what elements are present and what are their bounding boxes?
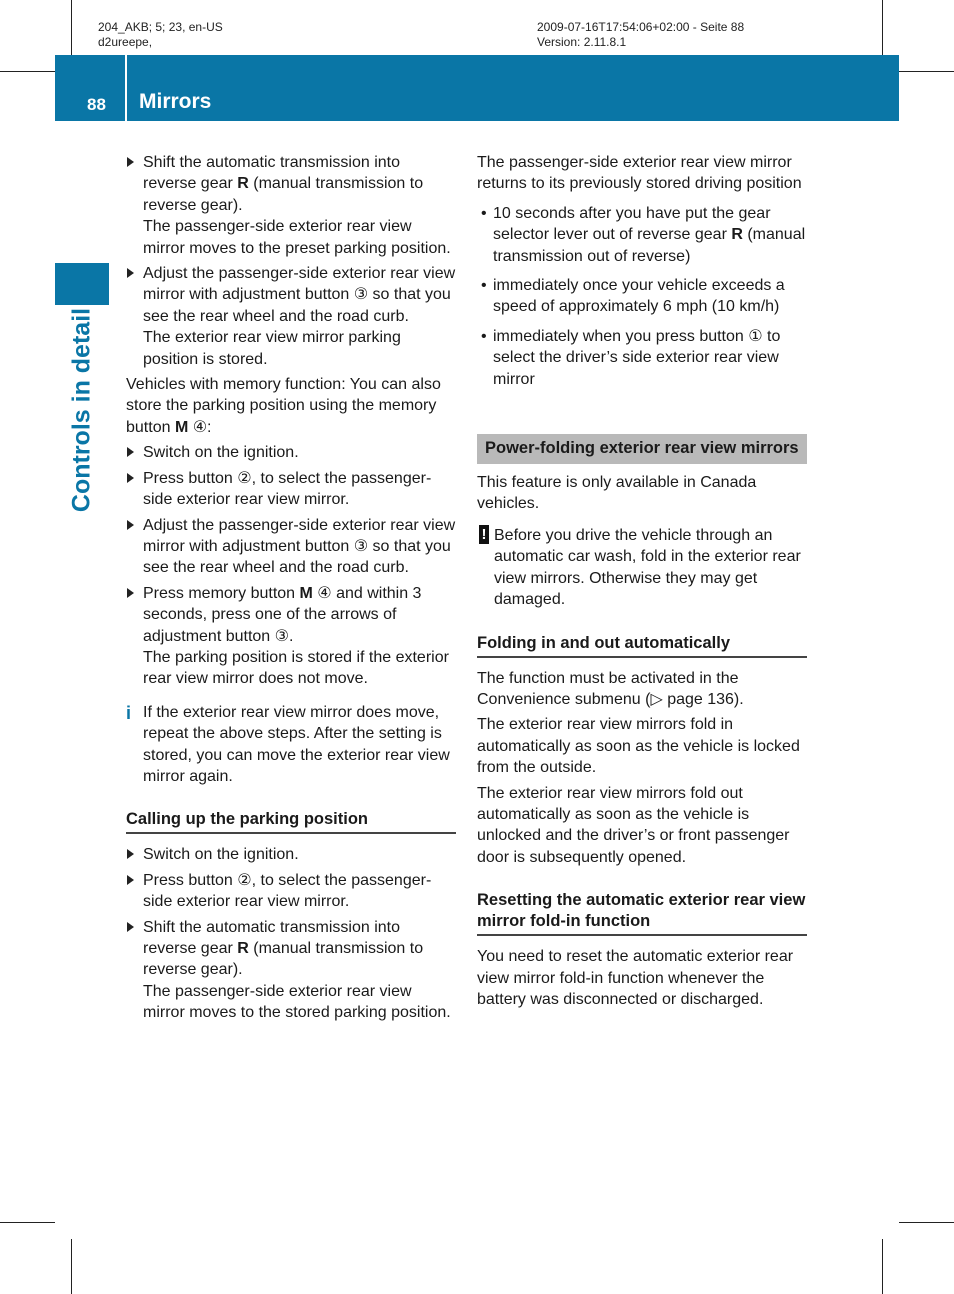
meta-line: 2009-07-16T17:54:06+02:00 - Seite 88 <box>537 20 745 34</box>
list-item: • 10 seconds after you have put the gear selector lever out of reverse gear R (manual transmission out of reverse) <box>481 204 806 265</box>
page-title: Mirrors <box>139 90 212 113</box>
left-column <box>126 152 456 1028</box>
section-label: Controls in detail <box>67 307 96 513</box>
bullet-icon: • <box>481 277 487 295</box>
step: Shift the automatic transmission into reverse gear R (manual transmission to reverse gear). The passenger-side exterior rear view mirror moves to the preset parking position. <box>126 152 456 259</box>
crop-mark <box>0 1222 55 1223</box>
list-item: • immediately when you press button ① to select the driver’s side exterior rear view mirror <box>481 327 781 388</box>
info-note: i If the exterior rear view mirror does move, repeat the above steps. After the setting is stored, you can move the exterior rear view mirror again. <box>126 702 450 785</box>
bullet-icon: • <box>481 204 487 222</box>
paragraph: The function must be activated in the Convenience submenu (▷ page 136). <box>477 669 744 708</box>
step-arrow-icon <box>127 849 134 859</box>
step: Shift the automatic transmission into reverse gear R (manual transmission to reverse gear). The passenger-side exterior rear view mirror moves to the stored parking position. <box>126 917 456 1024</box>
crop-mark <box>0 71 55 72</box>
section-tab <box>55 263 109 305</box>
step-arrow-icon <box>127 447 134 457</box>
meta-line: 204_AKB; 5; 23, en-US <box>98 20 223 34</box>
section-heading: Power-folding exterior rear view mirrors <box>477 434 807 464</box>
crop-mark <box>882 0 883 55</box>
warning-icon: ! <box>479 525 489 544</box>
step: Switch on the ignition. <box>126 844 456 865</box>
subheading: Resetting the automatic exterior rear view mirror fold-in function <box>477 890 807 936</box>
page-number: 88 <box>87 95 106 114</box>
meta-line: Version: 2.11.8.1 <box>537 35 627 49</box>
paragraph: This feature is only available in Canada vehicles. <box>477 474 757 513</box>
meta-line: d2ureepe, <box>98 35 153 49</box>
step-arrow-icon <box>127 875 134 885</box>
step: Adjust the passenger-side exterior rear view mirror with adjustment button ③ so that you see the rear wheel and the road curb. <box>126 515 456 579</box>
step: Press button ②, to select the passenger-side exterior rear view mirror. <box>126 468 456 511</box>
crop-mark <box>71 1239 72 1294</box>
bullet-icon: • <box>481 327 487 345</box>
step-result: The exterior rear view mirror parking position is stored. <box>143 329 401 368</box>
step-result: The passenger-side exterior rear view mirror moves to the stored parking position. <box>143 982 451 1022</box>
list-item: • immediately once your vehicle exceeds a speed of approximately 6 mph (10 km/h) <box>481 277 785 316</box>
step-arrow-icon <box>127 157 134 167</box>
right-column <box>477 152 807 1014</box>
step: Switch on the ignition. <box>126 442 456 463</box>
crop-mark <box>899 71 954 72</box>
warning-note: ! Before you drive the vehicle through an automatic car wash, fold in the exterior rear view mirrors. Otherwise they may get damaged. <box>477 525 807 611</box>
crop-mark <box>71 0 72 55</box>
paragraph: The exterior rear view mirrors fold out automatically as soon as the vehicle is unlocked and the driver’s or front passenger door is subsequently opened. <box>477 784 790 866</box>
step-result: The passenger-side exterior rear view mirror moves to the preset parking position. <box>143 218 451 257</box>
step-result: The parking position is stored if the exterior rear view mirror does not move. <box>143 648 449 688</box>
crop-mark <box>882 1239 883 1294</box>
crop-mark <box>899 1222 954 1223</box>
step-arrow-icon <box>127 922 134 932</box>
step-arrow-icon <box>127 520 134 530</box>
subheading: Calling up the parking position <box>126 809 456 834</box>
print-meta-right <box>537 20 744 50</box>
print-meta-left <box>98 20 223 50</box>
page-number-box <box>55 55 125 121</box>
header-divider <box>125 55 127 121</box>
step: Adjust the passenger-side exterior rear view mirror with adjustment button ③ so that you see the rear wheel and the road curb. The exterior rear view mirror parking position is stored. <box>126 263 456 370</box>
step: Press memory button M ④ and within 3 seconds, press one of the arrows of adjustment button ③. The parking position is stored if the exterior rear view mirror does not move. <box>126 583 456 690</box>
subheading: Folding in and out automatically <box>477 633 807 658</box>
step-arrow-icon <box>127 588 134 598</box>
paragraph: You need to reset the automatic exterior rear view mirror fold-in function whenever the battery was disconnected or discharged. <box>477 948 794 1008</box>
step: Press button ②, to select the passenger-side exterior rear view mirror. <box>126 870 456 913</box>
step-arrow-icon <box>127 473 134 483</box>
memory-paragraph: Vehicles with memory function: You can also store the parking position using the memory button M ④: <box>126 376 441 436</box>
step-arrow-icon <box>127 268 134 278</box>
paragraph: The exterior rear view mirrors fold in automatically as soon as the vehicle is locked from the outside. <box>477 716 800 777</box>
info-icon: i <box>126 702 132 723</box>
intro-paragraph: The passenger-side exterior rear view mirror returns to its previously stored driving position <box>477 154 802 193</box>
